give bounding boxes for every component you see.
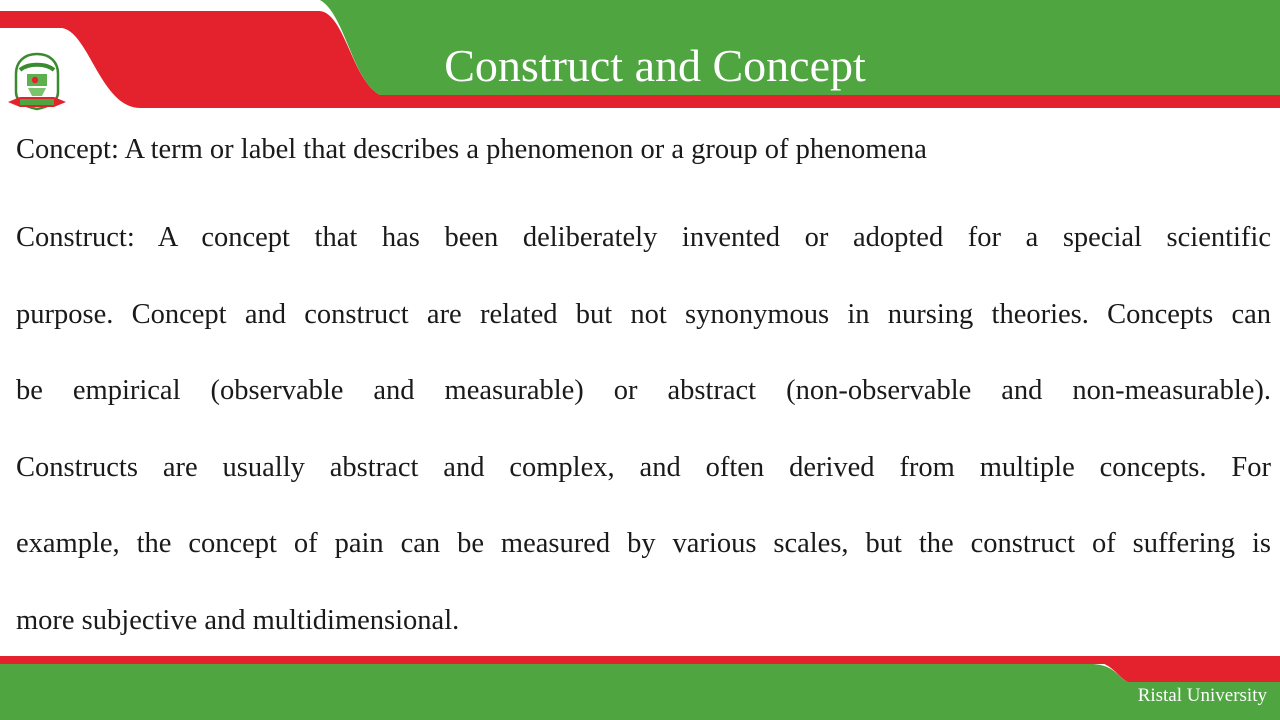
footer-university-name: Ristal University (1137, 685, 1267, 706)
text-line: purpose. Concept and construct are related but not synonymous in nursing theories. Concepts can (16, 298, 1271, 330)
body-text (16, 124, 1271, 660)
footer-banner (0, 652, 1280, 720)
slide-title: Construct and Concept (444, 40, 866, 91)
text-line: be empirical (observable and measurable) or abstract (non-observable and non-measurable). (16, 375, 1271, 407)
text-line: Construct: A concept that has been deliberately invented or adopted for a special scientific (16, 222, 1271, 253)
concept-definition: Concept: A term or label that describes a phenomenon or a group of phenomena (16, 134, 927, 165)
construct-paragraph (16, 200, 1271, 660)
text-line: example, the concept of pain can be measured by various scales, but the construct of suffering is (16, 528, 1271, 560)
university-crest-icon (6, 50, 68, 114)
text-line: more subjective and multidimensional. (16, 604, 460, 636)
text-line: Constructs are usually abstract and complex, and often derived from multiple concepts. For (16, 451, 1271, 483)
